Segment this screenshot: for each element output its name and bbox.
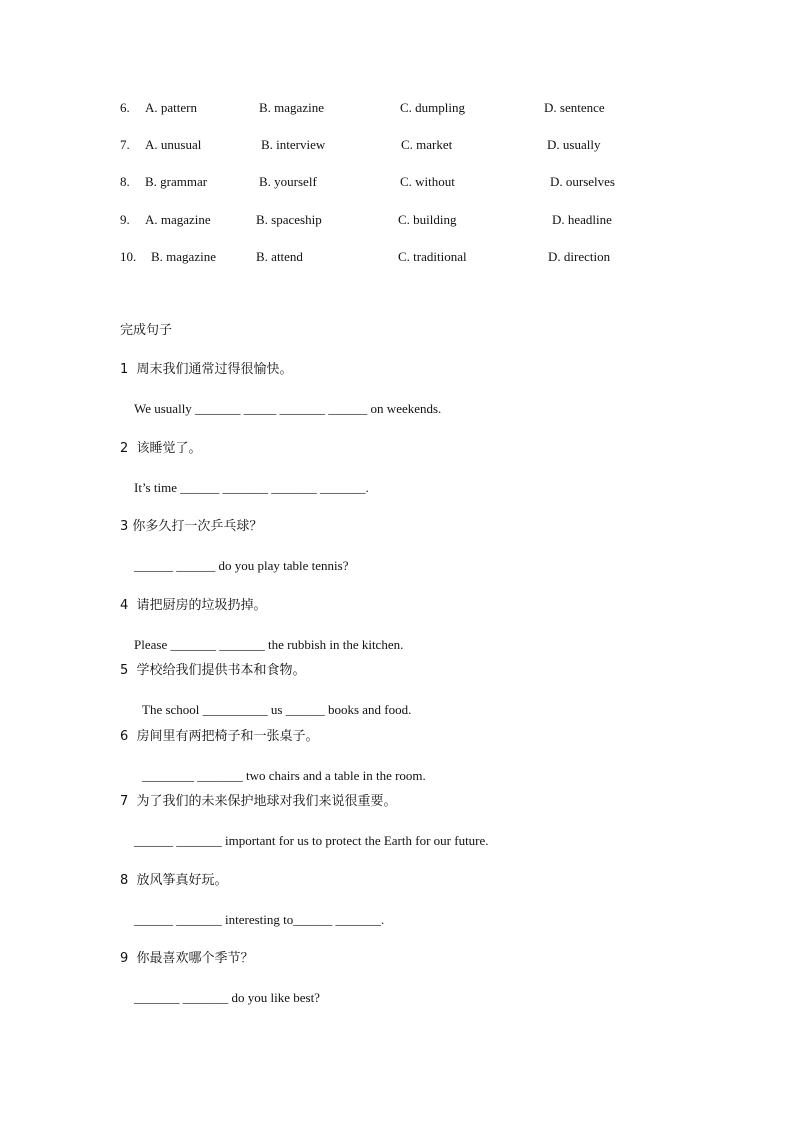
mc-option-c: C. market xyxy=(401,137,453,152)
answer-line: The school __________ us ______ books and food. xyxy=(142,702,412,717)
mc-number: 10. xyxy=(120,249,137,264)
question-prompt: 4 请把厨房的垃圾扔掉。 xyxy=(120,598,267,613)
mc-option-c: C. building xyxy=(398,212,457,227)
answer-line: _______ _______ do you like best? xyxy=(134,990,320,1005)
answer-line: We usually _______ _____ _______ ______ on weekends. xyxy=(134,401,442,416)
mc-option-b: B. interview xyxy=(261,137,326,152)
mc-option-a: A. unusual xyxy=(145,137,202,152)
mc-option-a: B. grammar xyxy=(145,174,208,189)
mc-option-d: D. headline xyxy=(552,212,612,227)
mc-number: 8. xyxy=(120,174,130,189)
question-prompt: 5 学校给我们提供书本和食物。 xyxy=(120,663,306,678)
question-prompt: 9 你最喜欢哪个季节？ xyxy=(120,951,254,966)
mc-option-c: C. without xyxy=(400,174,455,189)
question-prompt: 3 你多久打一次乒乓球？ xyxy=(120,519,263,534)
answer-line: ______ _______ important for us to protect the Earth for our future. xyxy=(134,833,489,848)
question-prompt: 1 周末我们通常过得很愉快。 xyxy=(120,362,293,377)
section-title: 完成句子 xyxy=(120,323,173,338)
mc-number: 6. xyxy=(120,100,130,115)
answer-line: ______ ______ do you play table tennis? xyxy=(134,558,349,573)
question-prompt: 8 放风筝真好玩。 xyxy=(120,873,228,888)
mc-option-b: B. attend xyxy=(256,249,303,264)
answer-line: ________ _______ two chairs and a table in the room. xyxy=(142,768,426,783)
mc-option-d: D. sentence xyxy=(544,100,605,115)
mc-option-d: D. usually xyxy=(547,137,601,152)
mc-option-d: D. ourselves xyxy=(550,174,615,189)
mc-number: 7. xyxy=(120,137,130,152)
mc-option-c: C. dumpling xyxy=(400,100,466,115)
answer-line: It’s time ______ _______ _______ _______. xyxy=(134,480,369,495)
question-prompt: 6 房间里有两把椅子和一张桌子。 xyxy=(120,729,319,744)
mc-option-b: B. magazine xyxy=(259,100,324,115)
mc-number: 9. xyxy=(120,212,130,227)
mc-option-b: B. spaceship xyxy=(256,212,322,227)
answer-line: ______ _______ interesting to______ _______. xyxy=(134,912,385,927)
mc-option-a: A. pattern xyxy=(145,100,197,115)
question-prompt: 7 为了我们的未来保护地球对我们来说很重要。 xyxy=(120,794,397,809)
mc-option-a: B. magazine xyxy=(151,249,216,264)
mc-option-d: D. direction xyxy=(548,249,611,264)
answer-line: Please _______ _______ the rubbish in the kitchen. xyxy=(134,637,404,652)
mc-option-b: B. yourself xyxy=(259,174,317,189)
mc-option-a: A. magazine xyxy=(145,212,211,227)
mc-option-c: C. traditional xyxy=(398,249,467,264)
question-prompt: 2 该睡觉了。 xyxy=(120,441,202,456)
